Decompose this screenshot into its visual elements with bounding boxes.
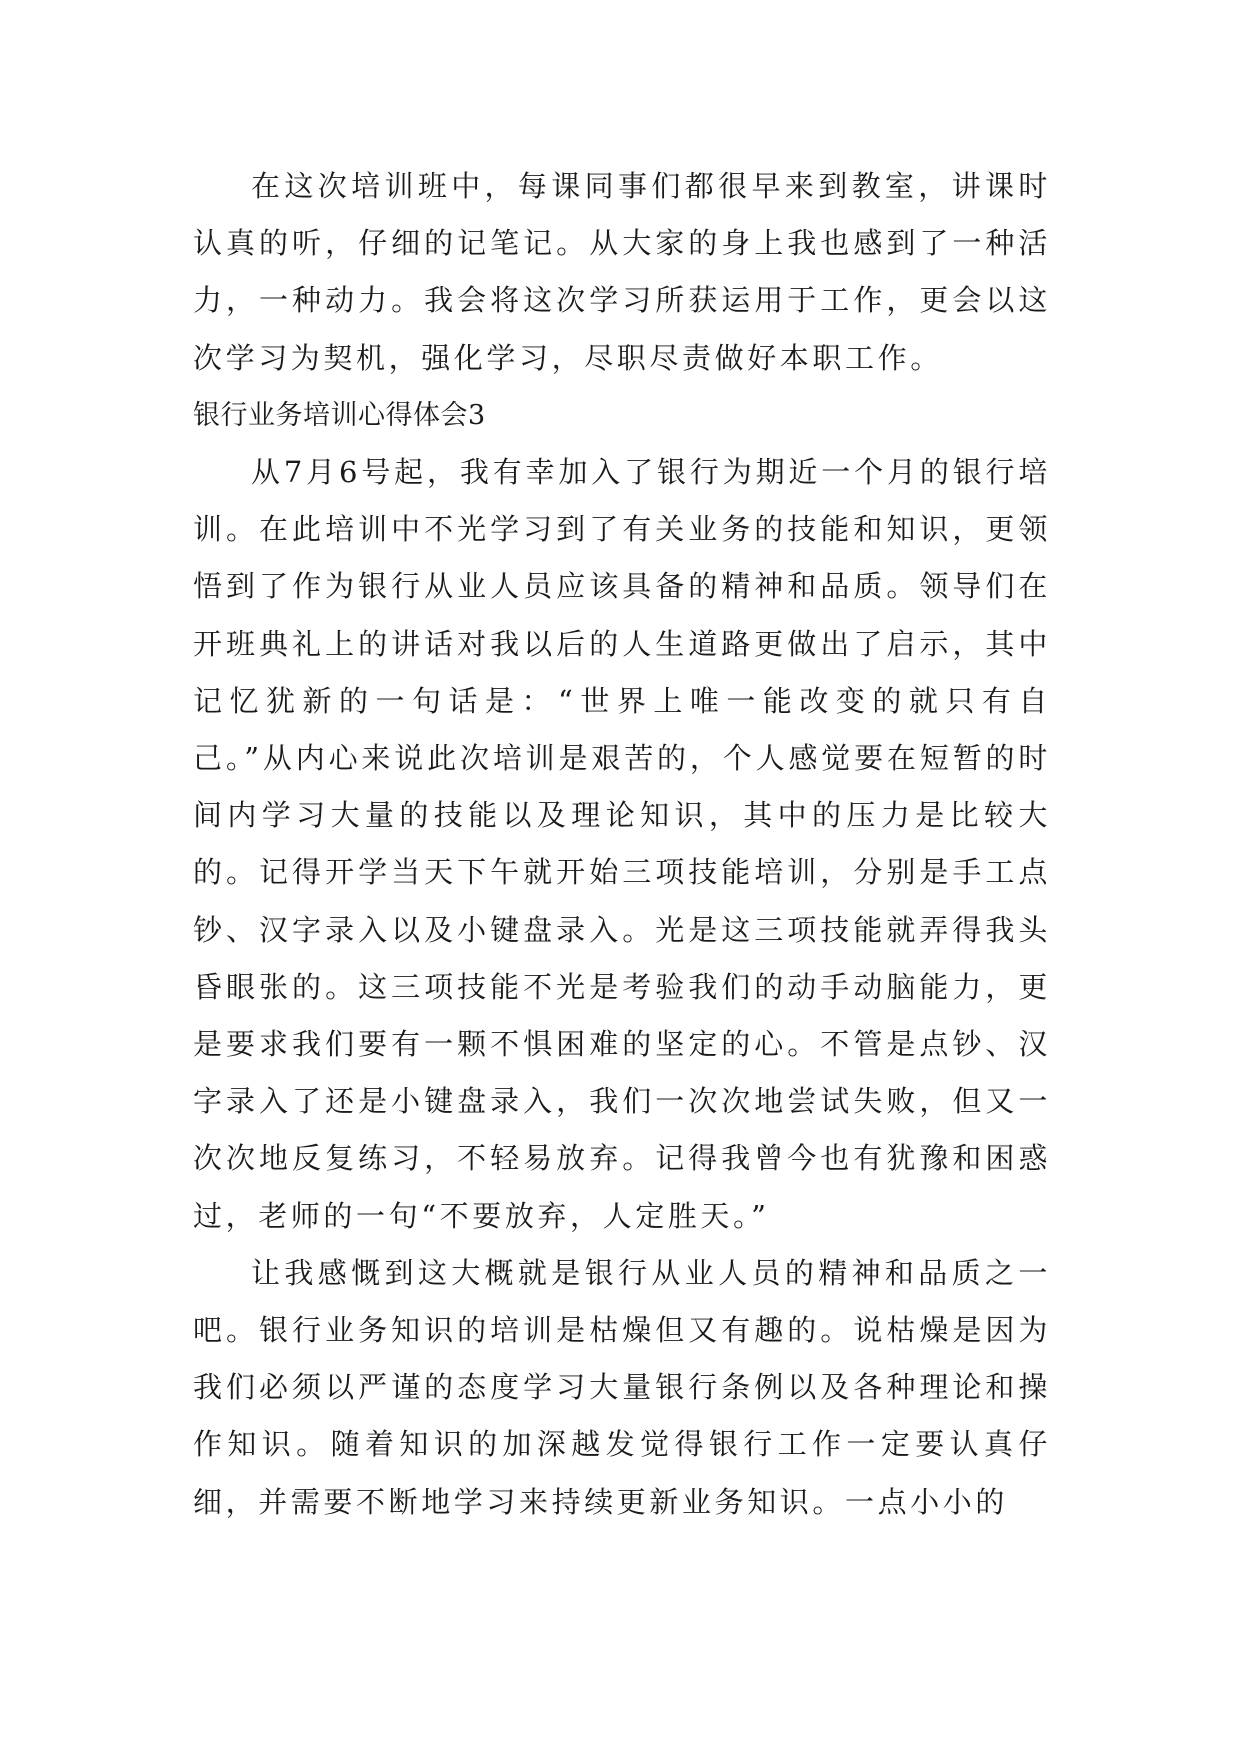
paragraph-bank-training: 从7月6号起，我有幸加入了银行为期近一个月的银行培训。在此培训中不光学习到了有关业务的技能和知识，更领悟到了作为银行从业人员应该具备的精神和品质。领导们在开班典礼上的讲话对我以后的人生道路更做出了启示，其中记忆犹新的一句话是：“世界上唯一能改变的就只有自己。”从内心来说此次培训是艰苦的，个人感觉要在短暂的时间内学习大量的技能以及理论知识，其中的压力是比较大的。记得开学当天下午就开始三项技能培训，分别是手工点钞、汉字录入以及小键盘录入。光是这三项技能就弄得我头昏眼张的。这三项技能不光是考验我们的动手动脑能力，更是要求我们要有一颗不惧困难的坚定的心。不管是点钞、汉字录入了还是小键盘录入，我们一次次地尝试失败，但又一次次地反复练习，不轻易放弃。记得我曾今也有犹豫和困惑过，老师的一句“不要放弃，人定胜天。” <box>193 455 1051 1233</box>
section-heading: 银行业务培训心得体会3 <box>193 399 486 431</box>
paragraph-reflection: 让我感慨到这大概就是银行从业人员的精神和品质之一吧。银行业务知识的培训是枯燥但又有趣的。说枯燥是因为我们必须以严谨的态度学习大量银行条例以及各种理论和操作知识。随着知识的加深越发觉得银行工作一定要认真仔细，并需要不断地学习来持续更新业务知识。一点小小的 <box>193 1255 1051 1519</box>
paragraph-training-class: 在这次培训班中，每课同事们都很早来到教室，讲课时认真的听，仔细的记笔记。从大家的身上我也感到了一种活力，一种动力。我会将这次学习所获运用于工作，更会以这次学习为契机，强化学习，尽职尽责做好本职工作。 <box>193 169 1051 375</box>
document-body <box>193 158 1051 1531</box>
